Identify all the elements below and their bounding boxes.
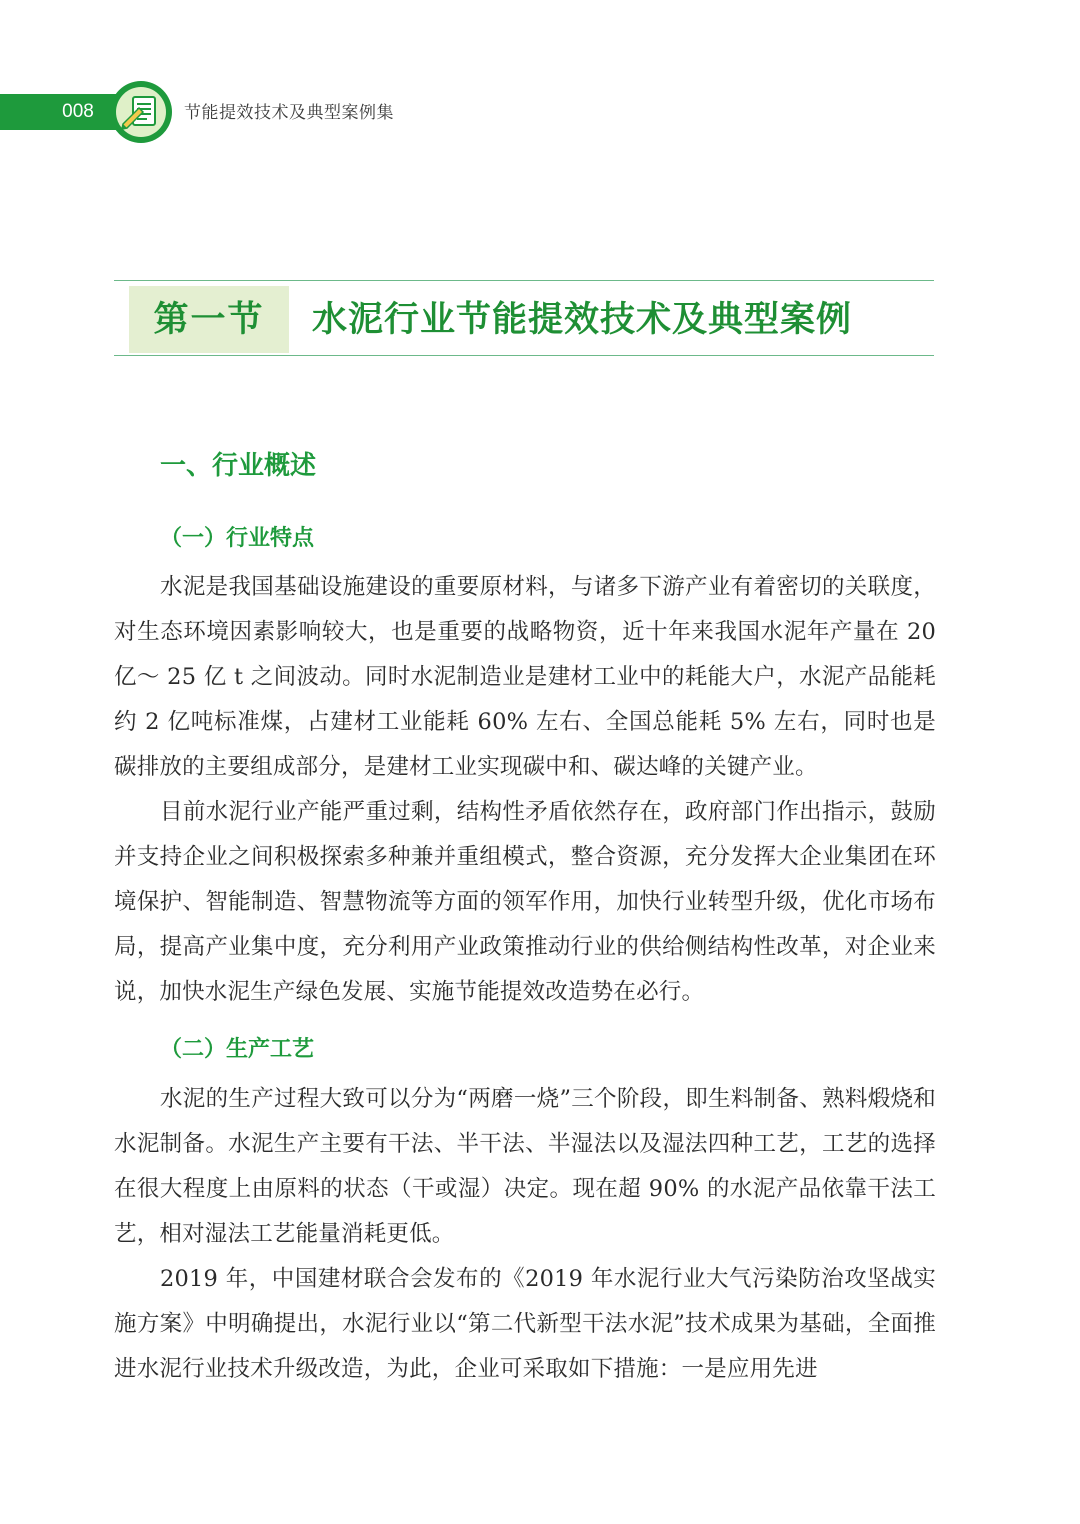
paragraph: 水泥是我国基础设施建设的重要原材料，与诸多下游产业有着密切的关联度，对生态环境因素影响较大，也是重要的战略物资，近十年来我国水泥年产量在 20 亿～ 25 亿 t 之间波动。同时水泥制造业是建材工业中的耗能大户，水泥产品能耗约 2 亿吨标准煤，占建材工业能耗 60% 左右、全国总能耗 5% 左右，同时也是碳排放的主要组成部分，是建材工业实现碳中和、碳达峰的关键产业。 [114,574,936,780]
paragraph: 2019 年，中国建材联合会发布的《2019 年水泥行业大气污染防治攻坚战实施方案》中明确提出，水泥行业以“第二代新型干法水泥”技术成果为基础，全面推进水泥行业技术升级改造，为此，企业可采取如下措施：一是应用先进 [114,1266,936,1382]
section-label: 第一节 [153,299,265,340]
book-title: 节能提效技术及典型案例集 [184,103,394,123]
page-number: 008 [62,101,94,122]
subheading-production-process: （二）生产工艺 [160,1036,315,1062]
section-bottom-rule [114,355,934,356]
subheading-industry-features: （一）行业特点 [160,525,315,551]
section-title: 水泥行业节能提效技术及典型案例 [312,299,853,340]
paragraph: 水泥的生产过程大致可以分为“两磨一烧”三个阶段，即生料制备、熟料煅烧和水泥制备。水泥生产主要有干法、半干法、半湿法以及湿法四种工艺，工艺的选择在很大程度上由原料的状态（干或湿）决定。现在超 90% 的水泥产品依靠干法工艺，相对湿法工艺能量消耗更低。 [114,1086,936,1247]
notebook-pen-icon [109,80,173,144]
section-top-rule [114,280,934,281]
paragraph: 目前水泥行业产能严重过剩，结构性矛盾依然存在，政府部门作出指示，鼓励并支持企业之间积极探索多种兼并重组模式，整合资源，充分发挥大企业集团在环境保护、智能制造、智慧物流等方面的领军作用，加快行业转型升级，优化市场布局，提高产业集中度，充分利用产业政策推动行业的供给侧结构性改革，对企业来说，加快水泥生产绿色发展、实施节能提效改造势在必行。 [114,799,936,1005]
heading-industry-overview: 一、行业概述 [160,451,317,481]
